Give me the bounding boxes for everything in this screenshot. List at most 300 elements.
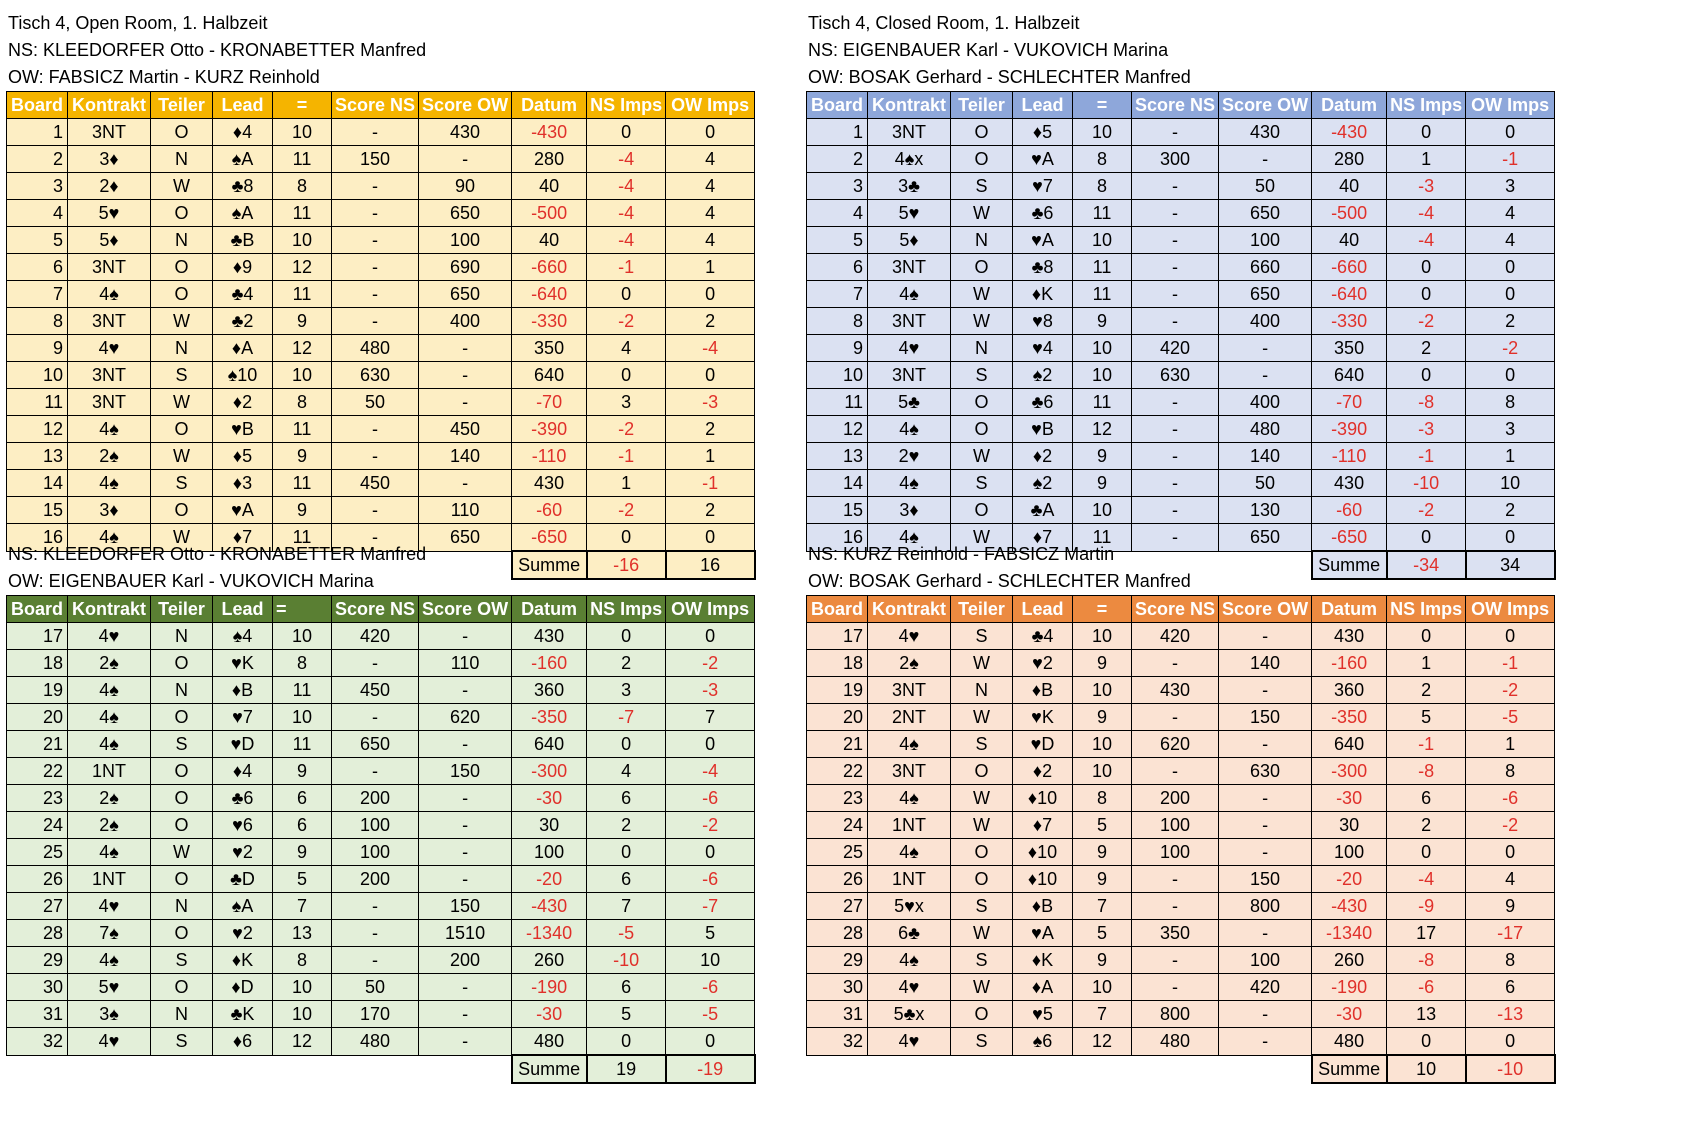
cell-teiler: N — [151, 335, 213, 362]
cell-ow-imps: 4 — [666, 227, 755, 254]
cell-score-ow: - — [1219, 920, 1312, 947]
column-header-board: Board — [807, 92, 868, 119]
cell-datum: -110 — [1312, 443, 1387, 470]
cell-datum: -660 — [512, 254, 587, 281]
cell-teiler: O — [151, 920, 213, 947]
cell-board: 12 — [7, 416, 68, 443]
column-header-score-ow: Score OW — [419, 596, 512, 623]
column-header-ow-imps: OW Imps — [666, 92, 755, 119]
table-row — [807, 362, 1555, 389]
cell-kontrakt: 4♠ — [868, 470, 951, 497]
table-row — [7, 974, 755, 1001]
cell-ns-imps: 0 — [1387, 1028, 1466, 1056]
table-row — [807, 389, 1555, 416]
cell-lead: ♥4 — [1013, 335, 1073, 362]
cell-teiler: N — [951, 335, 1013, 362]
cell-kontrakt: 4♠ — [68, 524, 151, 552]
cell-score-ns: - — [1132, 416, 1219, 443]
cell-score-ow: 90 — [419, 173, 512, 200]
cell-lead: ♥A — [1013, 227, 1073, 254]
cell-tricks: 5 — [1073, 920, 1132, 947]
cell-board: 11 — [7, 389, 68, 416]
cell-teiler: S — [951, 623, 1013, 650]
cell-teiler: S — [151, 362, 213, 389]
cell-score-ow: 150 — [1219, 704, 1312, 731]
cell-ns-imps: -8 — [1387, 389, 1466, 416]
cell-board: 30 — [7, 974, 68, 1001]
cell-score-ow: 690 — [419, 254, 512, 281]
cell-tricks: 9 — [273, 758, 332, 785]
cell-ow-imps: 2 — [666, 497, 755, 524]
cell-lead: ♣A — [1013, 497, 1073, 524]
cell-score-ns: 100 — [332, 839, 419, 866]
cell-kontrakt: 1NT — [68, 866, 151, 893]
cell-score-ow: 150 — [1219, 866, 1312, 893]
cell-score-ow: - — [419, 1001, 512, 1028]
cell-teiler: N — [951, 677, 1013, 704]
cell-kontrakt: 2NT — [868, 704, 951, 731]
cell-score-ow: - — [419, 731, 512, 758]
cell-lead: ♠A — [213, 200, 273, 227]
table-row — [807, 443, 1555, 470]
second-half-closed-block — [806, 541, 1556, 1084]
cell-score-ow: 650 — [1219, 200, 1312, 227]
cell-kontrakt: 4♠ — [68, 416, 151, 443]
cell-kontrakt: 4♠ — [68, 470, 151, 497]
cell-lead: ♥A — [1013, 920, 1073, 947]
cell-lead: ♦4 — [213, 758, 273, 785]
cell-kontrakt: 4♠ — [68, 281, 151, 308]
column-header-tricks: = — [273, 596, 332, 623]
cell-ow-imps: 7 — [666, 704, 755, 731]
cell-datum: 640 — [512, 362, 587, 389]
cell-ns-imps: 2 — [1387, 335, 1466, 362]
cell-kontrakt: 3♠ — [68, 1001, 151, 1028]
cell-datum: 640 — [1312, 362, 1387, 389]
cell-score-ow: - — [1219, 146, 1312, 173]
cell-tricks: 8 — [273, 389, 332, 416]
cell-kontrakt: 4♥ — [68, 1028, 151, 1056]
cell-lead: ♥K — [1013, 704, 1073, 731]
sum-ns-imps: -34 — [1387, 551, 1466, 579]
cell-board: 19 — [807, 677, 868, 704]
cell-score-ow: 140 — [1219, 443, 1312, 470]
cell-board: 18 — [807, 650, 868, 677]
table-row — [807, 1028, 1555, 1056]
cell-kontrakt: 3NT — [68, 254, 151, 281]
cell-lead: ♦10 — [1013, 785, 1073, 812]
table-row — [7, 839, 755, 866]
cell-ns-imps: 2 — [587, 650, 666, 677]
cell-kontrakt: 4♠ — [68, 677, 151, 704]
cell-datum: 260 — [1312, 947, 1387, 974]
cell-ow-imps: 0 — [666, 731, 755, 758]
cell-board: 26 — [7, 866, 68, 893]
cell-ow-imps: 4 — [666, 200, 755, 227]
cell-datum: 640 — [1312, 731, 1387, 758]
cell-ow-imps: 0 — [666, 362, 755, 389]
cell-ow-imps: 0 — [1466, 254, 1555, 281]
cell-lead: ♣4 — [213, 281, 273, 308]
ns-pair: NS: KURZ Reinhold - FABSICZ Martin — [808, 544, 1115, 564]
cell-board: 24 — [807, 812, 868, 839]
cell-ow-imps: 2 — [1466, 308, 1555, 335]
cell-teiler: W — [151, 443, 213, 470]
table-row — [807, 920, 1555, 947]
cell-tricks: 9 — [1073, 947, 1132, 974]
cell-ns-imps: -2 — [1387, 308, 1466, 335]
cell-tricks: 11 — [273, 281, 332, 308]
sum-ns-imps: 19 — [587, 1055, 666, 1083]
cell-tricks: 9 — [1073, 839, 1132, 866]
cell-lead: ♦K — [1013, 947, 1073, 974]
table-title: Tisch 4, Open Room, 1. Halbzeit — [8, 13, 268, 33]
cell-lead: ♥D — [1013, 731, 1073, 758]
table-row — [807, 650, 1555, 677]
cell-tricks: 11 — [1073, 389, 1132, 416]
cell-ow-imps: 4 — [1466, 200, 1555, 227]
column-header-teiler: Teiler — [951, 596, 1013, 623]
cell-kontrakt: 4♠x — [868, 146, 951, 173]
cell-teiler: W — [951, 785, 1013, 812]
cell-ow-imps: 3 — [1466, 416, 1555, 443]
cell-kontrakt: 3♦ — [868, 497, 951, 524]
cell-ns-imps: 0 — [587, 623, 666, 650]
cell-score-ow: - — [419, 677, 512, 704]
cell-board: 20 — [7, 704, 68, 731]
cell-teiler: O — [951, 1001, 1013, 1028]
cell-board: 24 — [7, 812, 68, 839]
cell-lead: ♣6 — [1013, 389, 1073, 416]
cell-ns-imps: -7 — [587, 704, 666, 731]
cell-datum: 40 — [512, 227, 587, 254]
table-row — [807, 119, 1555, 146]
cell-teiler: O — [151, 416, 213, 443]
table-row — [7, 254, 755, 281]
cell-ns-imps: 0 — [1387, 524, 1466, 552]
cell-tricks: 11 — [273, 200, 332, 227]
cell-board: 27 — [807, 893, 868, 920]
cell-ns-imps: 0 — [1387, 623, 1466, 650]
column-header-score-ns: Score NS — [332, 596, 419, 623]
cell-datum: -20 — [1312, 866, 1387, 893]
cell-score-ns: 170 — [332, 1001, 419, 1028]
cell-board: 7 — [807, 281, 868, 308]
cell-teiler: S — [151, 731, 213, 758]
cell-score-ow: 400 — [1219, 389, 1312, 416]
column-header-datum: Datum — [1312, 92, 1387, 119]
cell-score-ns: 50 — [332, 974, 419, 1001]
table-row — [807, 281, 1555, 308]
cell-datum: 350 — [1312, 335, 1387, 362]
cell-lead: ♦B — [213, 677, 273, 704]
cell-lead: ♠2 — [1013, 470, 1073, 497]
cell-tricks: 12 — [1073, 416, 1132, 443]
cell-datum: -1340 — [512, 920, 587, 947]
cell-board: 16 — [807, 524, 868, 552]
column-header-kontrakt: Kontrakt — [68, 92, 151, 119]
cell-score-ow: - — [419, 812, 512, 839]
sum-ns-imps: -16 — [587, 551, 666, 579]
column-header-lead: Lead — [1013, 596, 1073, 623]
cell-ns-imps: 6 — [587, 866, 666, 893]
cell-datum: -300 — [512, 758, 587, 785]
cell-datum: -70 — [512, 389, 587, 416]
cell-board: 18 — [7, 650, 68, 677]
cell-score-ow: - — [419, 335, 512, 362]
cell-board: 29 — [807, 947, 868, 974]
cell-teiler: S — [151, 1028, 213, 1056]
table-row — [7, 677, 755, 704]
cell-datum: -300 — [1312, 758, 1387, 785]
cell-score-ow: 620 — [419, 704, 512, 731]
cell-score-ns: - — [1132, 470, 1219, 497]
cell-kontrakt: 5♥ — [868, 200, 951, 227]
cell-tricks: 11 — [1073, 200, 1132, 227]
cell-teiler: W — [151, 308, 213, 335]
column-header-board: Board — [7, 92, 68, 119]
cell-ow-imps: 8 — [1466, 389, 1555, 416]
cell-teiler: W — [151, 173, 213, 200]
cell-datum: -160 — [512, 650, 587, 677]
cell-ns-imps: -8 — [1387, 947, 1466, 974]
column-header-board: Board — [807, 596, 868, 623]
cell-teiler: O — [951, 119, 1013, 146]
cell-score-ow: 450 — [419, 416, 512, 443]
cell-lead: ♣8 — [213, 173, 273, 200]
table-row — [807, 200, 1555, 227]
cell-lead: ♦10 — [1013, 866, 1073, 893]
cell-lead: ♥B — [1013, 416, 1073, 443]
cell-score-ow: - — [1219, 1001, 1312, 1028]
cell-score-ns: - — [332, 227, 419, 254]
cell-ow-imps: 3 — [1466, 173, 1555, 200]
ow-pair: OW: BOSAK Gerhard - SCHLECHTER Manfred — [808, 67, 1191, 87]
cell-ns-imps: 6 — [587, 785, 666, 812]
cell-tricks: 11 — [1073, 281, 1132, 308]
cell-datum: -30 — [1312, 785, 1387, 812]
cell-kontrakt: 4♥ — [868, 974, 951, 1001]
table-row — [7, 1001, 755, 1028]
cell-score-ns: - — [1132, 443, 1219, 470]
table-row — [807, 173, 1555, 200]
cell-tricks: 8 — [273, 650, 332, 677]
cell-teiler: O — [951, 389, 1013, 416]
cell-ns-imps: -9 — [1387, 893, 1466, 920]
cell-score-ow: 1510 — [419, 920, 512, 947]
cell-ns-imps: 0 — [1387, 119, 1466, 146]
cell-teiler: O — [151, 812, 213, 839]
cell-kontrakt: 3NT — [868, 119, 951, 146]
table-row — [807, 866, 1555, 893]
cell-lead: ♦7 — [1013, 524, 1073, 552]
cell-teiler: O — [151, 785, 213, 812]
sum-row — [7, 1055, 755, 1083]
cell-ns-imps: 1 — [1387, 146, 1466, 173]
cell-ns-imps: -4 — [1387, 866, 1466, 893]
column-header-datum: Datum — [512, 596, 587, 623]
open-room-block — [6, 10, 756, 580]
cell-tricks: 10 — [273, 1001, 332, 1028]
score-table — [806, 91, 1556, 580]
cell-ns-imps: -2 — [587, 416, 666, 443]
cell-kontrakt: 2♦ — [68, 173, 151, 200]
cell-tricks: 10 — [273, 623, 332, 650]
sum-ow-imps: -19 — [666, 1055, 755, 1083]
cell-ow-imps: 9 — [1466, 893, 1555, 920]
cell-board: 22 — [807, 758, 868, 785]
cell-kontrakt: 1NT — [868, 812, 951, 839]
cell-ow-imps: 5 — [666, 920, 755, 947]
cell-teiler: O — [951, 758, 1013, 785]
table-row — [7, 389, 755, 416]
table-row — [7, 758, 755, 785]
sum-row — [807, 1055, 1555, 1083]
cell-teiler: N — [151, 623, 213, 650]
cell-tricks: 10 — [1073, 362, 1132, 389]
cell-lead: ♦5 — [1013, 119, 1073, 146]
table-row — [807, 893, 1555, 920]
cell-datum: -390 — [512, 416, 587, 443]
cell-teiler: W — [951, 308, 1013, 335]
column-header-score-ow: Score OW — [419, 92, 512, 119]
table-row — [7, 362, 755, 389]
cell-ow-imps: -2 — [666, 812, 755, 839]
cell-ow-imps: 1 — [666, 443, 755, 470]
cell-kontrakt: 4♥ — [868, 623, 951, 650]
sum-ow-imps: -10 — [1466, 1055, 1555, 1083]
cell-score-ns: - — [1132, 704, 1219, 731]
cell-teiler: O — [151, 200, 213, 227]
cell-teiler: O — [951, 146, 1013, 173]
cell-lead: ♥2 — [213, 839, 273, 866]
cell-board: 25 — [7, 839, 68, 866]
cell-score-ow: 100 — [1219, 947, 1312, 974]
cell-tricks: 10 — [1073, 677, 1132, 704]
cell-score-ns: 300 — [1132, 146, 1219, 173]
cell-kontrakt: 4♠ — [868, 947, 951, 974]
cell-board: 3 — [807, 173, 868, 200]
cell-score-ns: 200 — [332, 866, 419, 893]
cell-teiler: O — [151, 281, 213, 308]
cell-board: 2 — [7, 146, 68, 173]
cell-datum: -190 — [512, 974, 587, 1001]
cell-lead: ♦5 — [213, 443, 273, 470]
cell-board: 28 — [7, 920, 68, 947]
cell-board: 32 — [7, 1028, 68, 1056]
cell-kontrakt: 4♥ — [868, 1028, 951, 1056]
cell-ow-imps: -13 — [1466, 1001, 1555, 1028]
cell-kontrakt: 5♦ — [68, 227, 151, 254]
cell-ow-imps: 10 — [666, 947, 755, 974]
cell-score-ns: 100 — [332, 812, 419, 839]
table-row — [7, 227, 755, 254]
column-header-tricks: = — [273, 92, 332, 119]
table-row — [807, 758, 1555, 785]
column-header-score-ow: Score OW — [1219, 596, 1312, 623]
cell-tricks: 6 — [273, 785, 332, 812]
cell-ns-imps: 0 — [587, 362, 666, 389]
cell-tricks: 9 — [1073, 308, 1132, 335]
cell-ns-imps: 0 — [587, 731, 666, 758]
cell-teiler: W — [151, 389, 213, 416]
cell-teiler: W — [951, 974, 1013, 1001]
cell-ns-imps: 6 — [587, 974, 666, 1001]
cell-datum: 40 — [512, 173, 587, 200]
cell-score-ow: - — [1219, 362, 1312, 389]
cell-tricks: 10 — [273, 704, 332, 731]
cell-tricks: 11 — [273, 677, 332, 704]
column-header-teiler: Teiler — [151, 92, 213, 119]
cell-ns-imps: 0 — [587, 119, 666, 146]
cell-ns-imps: -2 — [587, 308, 666, 335]
cell-lead: ♥2 — [1013, 650, 1073, 677]
cell-score-ns: 150 — [332, 146, 419, 173]
cell-tricks: 7 — [273, 893, 332, 920]
cell-teiler: N — [151, 227, 213, 254]
cell-ow-imps: 4 — [1466, 227, 1555, 254]
cell-score-ow: 430 — [1219, 119, 1312, 146]
cell-lead: ♠10 — [213, 362, 273, 389]
table-row — [7, 731, 755, 758]
cell-teiler: W — [951, 443, 1013, 470]
cell-score-ns: 100 — [1132, 812, 1219, 839]
cell-score-ns: - — [332, 308, 419, 335]
column-header-ns-imps: NS Imps — [1387, 596, 1466, 623]
cell-ns-imps: 7 — [587, 893, 666, 920]
column-header-teiler: Teiler — [951, 92, 1013, 119]
cell-ns-imps: 0 — [587, 1028, 666, 1056]
sum-label: Summe — [1312, 1055, 1387, 1083]
cell-kontrakt: 1NT — [868, 866, 951, 893]
table-row — [807, 947, 1555, 974]
cell-teiler: O — [151, 254, 213, 281]
cell-score-ns: 200 — [332, 785, 419, 812]
cell-board: 10 — [807, 362, 868, 389]
column-header-lead: Lead — [213, 596, 273, 623]
cell-ow-imps: 4 — [666, 173, 755, 200]
cell-score-ns: - — [332, 173, 419, 200]
cell-datum: -430 — [1312, 119, 1387, 146]
cell-score-ns: - — [1132, 200, 1219, 227]
cell-kontrakt: 7♠ — [68, 920, 151, 947]
cell-teiler: W — [951, 200, 1013, 227]
cell-ow-imps: -4 — [666, 335, 755, 362]
sum-ns-imps: 10 — [1387, 1055, 1466, 1083]
cell-score-ow: 150 — [419, 758, 512, 785]
cell-ow-imps: -1 — [666, 470, 755, 497]
cell-score-ns: - — [1132, 281, 1219, 308]
cell-kontrakt: 4♥ — [68, 335, 151, 362]
cell-tricks: 10 — [1073, 497, 1132, 524]
cell-score-ow: - — [419, 1028, 512, 1056]
cell-ns-imps: 0 — [587, 524, 666, 552]
cell-kontrakt: 4♥ — [68, 893, 151, 920]
cell-datum: -650 — [1312, 524, 1387, 552]
cell-tricks: 10 — [273, 227, 332, 254]
cell-score-ow: - — [419, 866, 512, 893]
sum-spacer — [7, 1055, 512, 1083]
cell-ns-imps: 17 — [1387, 920, 1466, 947]
cell-score-ns: - — [332, 524, 419, 552]
cell-tricks: 8 — [273, 173, 332, 200]
table-row — [807, 227, 1555, 254]
cell-lead: ♦2 — [213, 389, 273, 416]
cell-board: 4 — [7, 200, 68, 227]
cell-ns-imps: 3 — [587, 677, 666, 704]
cell-datum: 350 — [512, 335, 587, 362]
table-row — [7, 281, 755, 308]
